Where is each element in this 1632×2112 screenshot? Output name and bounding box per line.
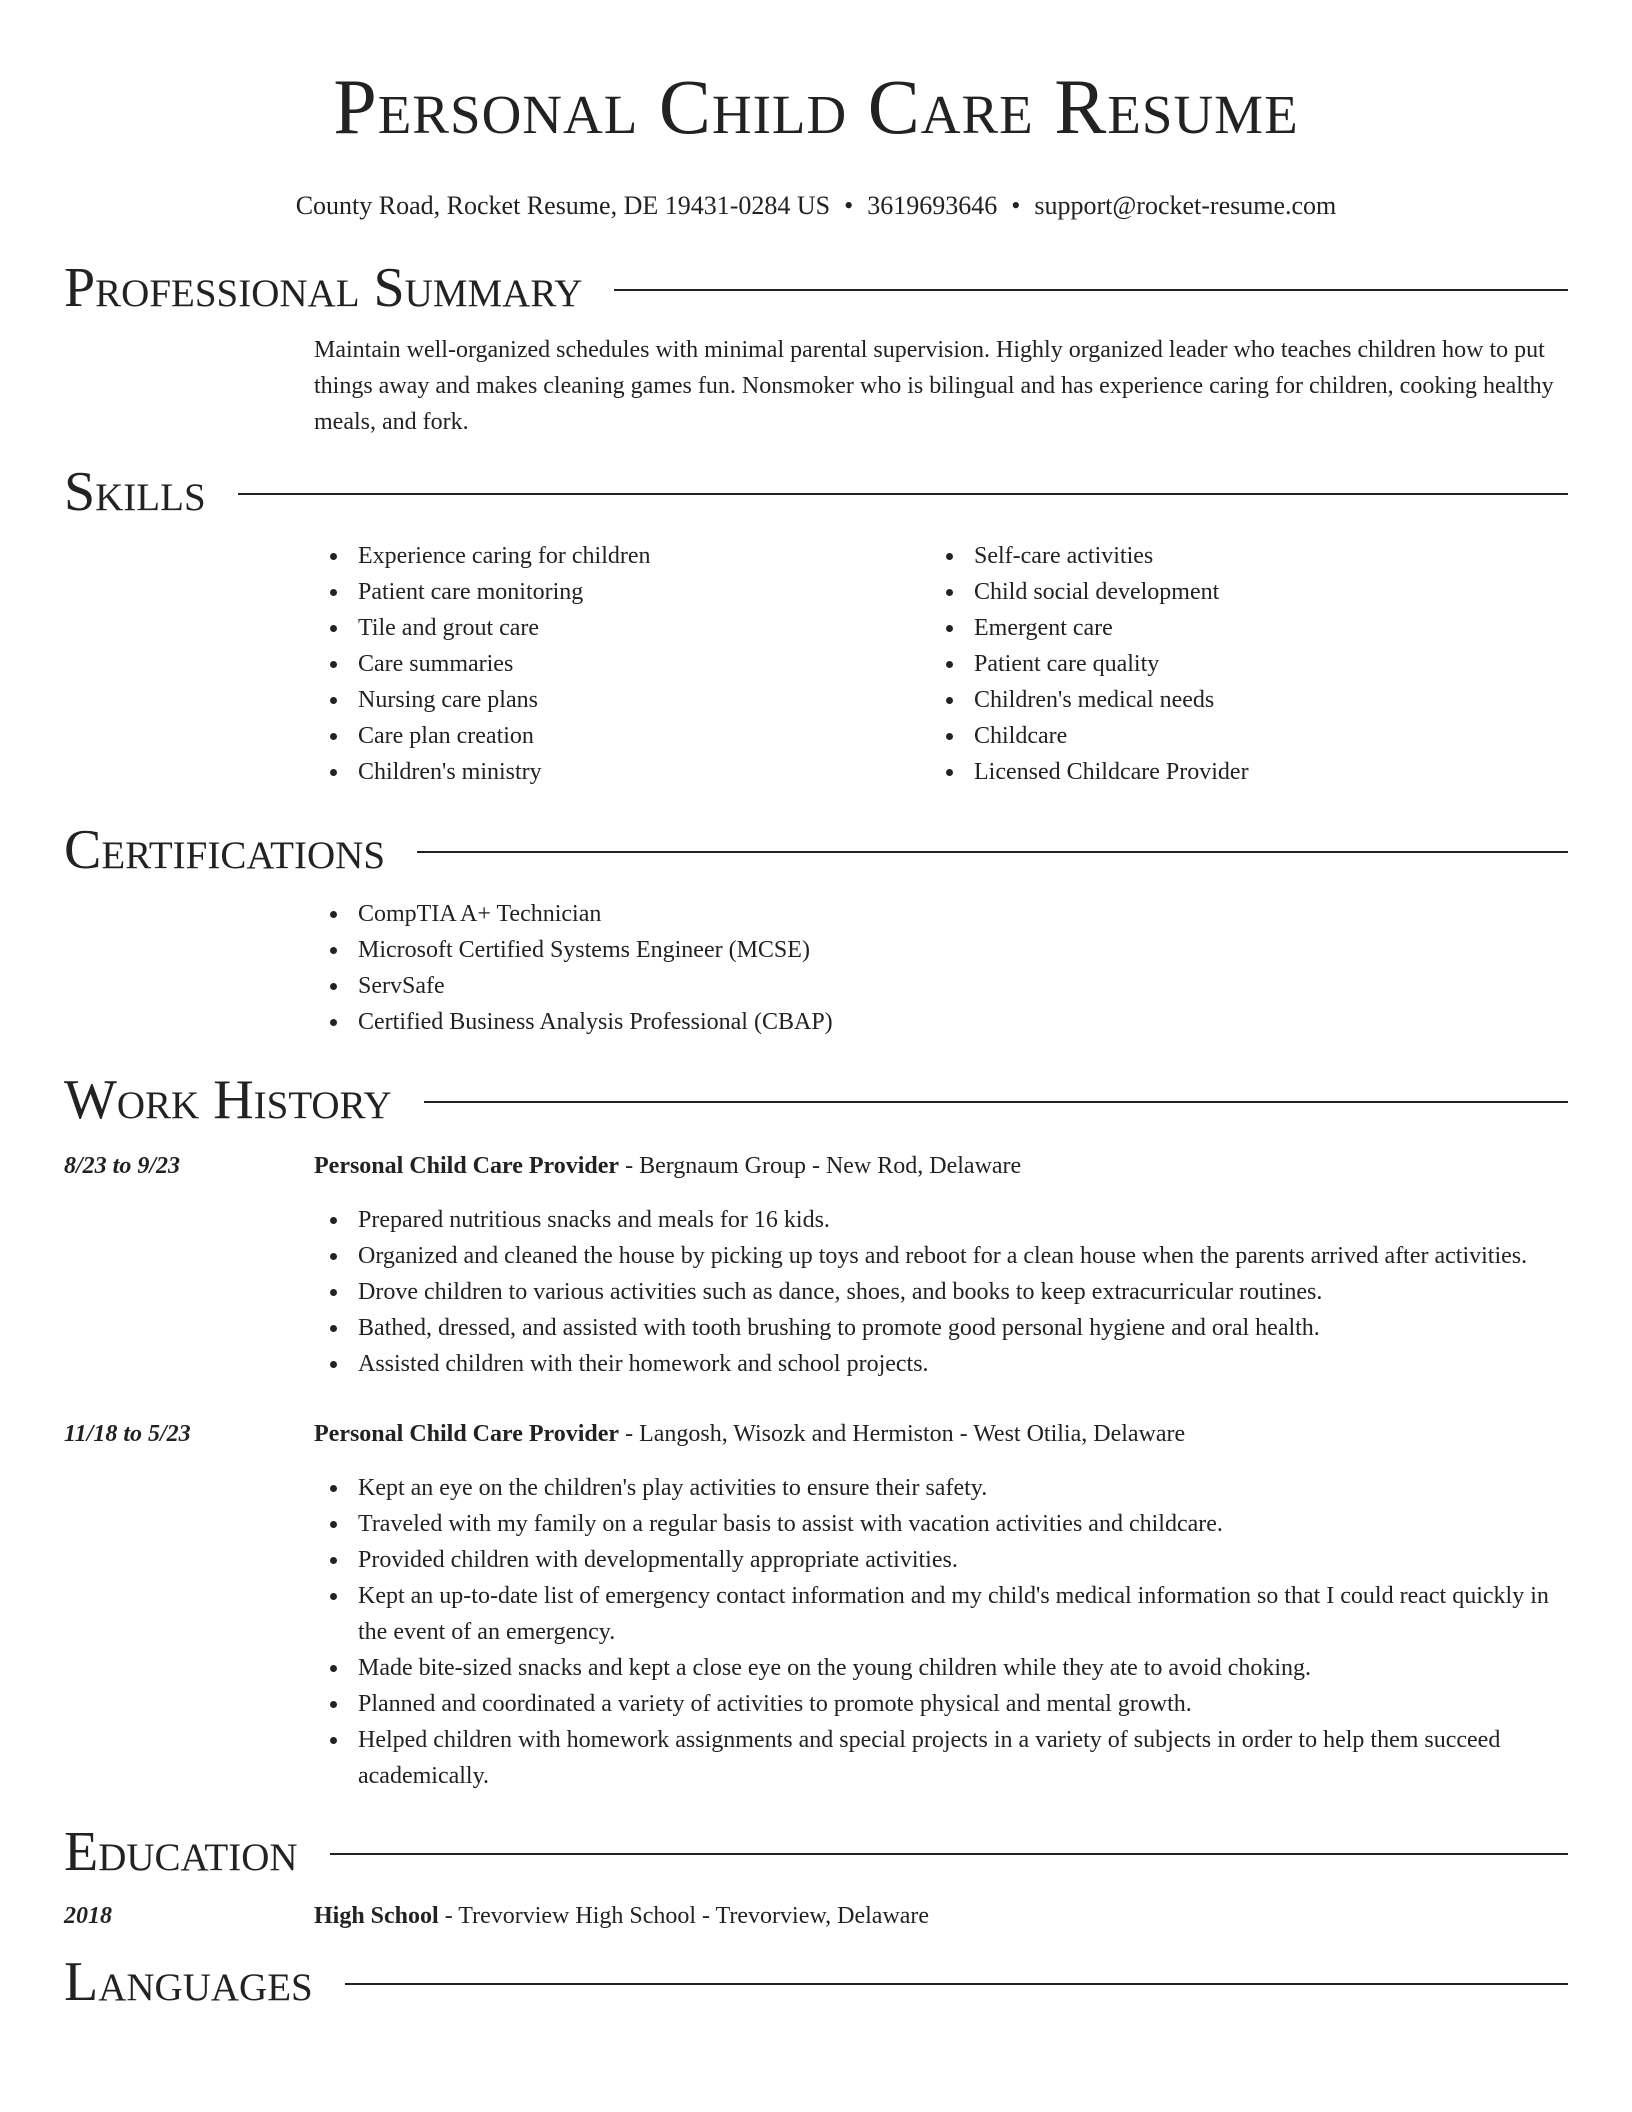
contact-separator: •: [1011, 191, 1021, 220]
section-header: [64, 252, 1568, 324]
certifications-section: [64, 814, 1568, 1040]
job-heading: [314, 1148, 1568, 1184]
job-title: Personal Child Care Provider: [314, 1153, 620, 1179]
certification-item: ServSafe: [314, 968, 1568, 1004]
job-entry: [64, 1148, 1568, 1382]
section-title-languages: Languages: [64, 1951, 313, 2013]
education-section: [64, 1816, 1568, 1934]
certification-item: Certified Business Analysis Professional (CBAP): [314, 1004, 1568, 1040]
job-bullet: Provided children with developmentally appropriate activities.: [314, 1542, 1568, 1578]
job-heading: [314, 1416, 1568, 1452]
skills-list-left: [314, 538, 930, 790]
skill-item: Children's medical needs: [930, 682, 1546, 718]
contact-separator: •: [844, 191, 854, 220]
job-bullet: Kept an eye on the children's play activities to ensure their safety.: [314, 1470, 1568, 1506]
skill-item: Licensed Childcare Provider: [930, 754, 1546, 790]
section-divider: [614, 289, 1568, 291]
job-bullet: Kept an up-to-date list of emergency contact information and my child's medical information so that I could react quickly in the event of an emergency.: [314, 1578, 1568, 1650]
skills-grid: [314, 528, 1568, 790]
education-entry: [64, 1898, 1568, 1934]
section-divider: [330, 1853, 1568, 1855]
skills-section: [64, 456, 1568, 790]
skill-item: Tile and grout care: [314, 610, 930, 646]
section-title-work-history: Work History: [64, 1069, 392, 1131]
section-header: [64, 814, 1568, 886]
skill-item: Patient care quality: [930, 646, 1546, 682]
section-divider: [345, 1983, 1568, 1985]
summary-text: Maintain well-organized schedules with minimal parental supervision. Highly organized leader who teaches children how to put things away and makes cleaning games fun. Nonsmoker who is bilingual and has experience caring for children, cooking healthy meals, and fork.: [314, 337, 1554, 435]
job-bullet: Bathed, dressed, and assisted with tooth brushing to promote good personal hygiene and oral health.: [314, 1310, 1568, 1346]
skill-item: Experience caring for children: [314, 538, 930, 574]
languages-section: [64, 1946, 1568, 2018]
job-bullet: Organized and cleaned the house by picking up toys and reboot for a clean house when the parents arrived after activities.: [314, 1238, 1568, 1274]
section-divider: [424, 1101, 1568, 1103]
skill-item: Children's ministry: [314, 754, 930, 790]
skills-list-right: [930, 538, 1546, 790]
section-title-certifications: Certifications: [64, 819, 386, 881]
job-bullets: [314, 1202, 1568, 1382]
work-history-section: [64, 1064, 1568, 1794]
job-entry: [64, 1416, 1568, 1794]
job-dates: 8/23 to 9/23: [64, 1153, 181, 1179]
education-content: [314, 1898, 1568, 1934]
skill-item: Emergent care: [930, 610, 1546, 646]
summary-section: [64, 252, 1568, 440]
certification-item: Microsoft Certified Systems Engineer (MCSE): [314, 932, 1568, 968]
job-dates: 11/18 to 5/23: [64, 1421, 191, 1447]
certifications-list: [314, 886, 1568, 1040]
section-title-education: Education: [64, 1821, 298, 1883]
section-title-summary: Professional Summary: [64, 257, 583, 319]
job-bullet: Prepared nutritious snacks and meals for 16 kids.: [314, 1202, 1568, 1238]
section-header: [64, 1816, 1568, 1888]
skill-item: Care summaries: [314, 646, 930, 682]
job-bullets: [314, 1470, 1568, 1794]
job-bullet: Made bite-sized snacks and kept a close eye on the young children while they ate to avoid choking.: [314, 1650, 1568, 1686]
section-divider: [238, 493, 1568, 495]
section-divider: [417, 851, 1568, 853]
job-employer: - Langosh, Wisozk and Hermiston - West Otilia, Delaware: [619, 1421, 1186, 1447]
job-bullet: Assisted children with their homework and school projects.: [314, 1346, 1568, 1382]
job-bullet: Drove children to various activities such as dance, shoes, and books to keep extracurricular routines.: [314, 1274, 1568, 1310]
skill-item: Care plan creation: [314, 718, 930, 754]
job-employer: - Bergnaum Group - New Rod, Delaware: [619, 1153, 1022, 1179]
education-school: - Trevorview High School - Trevorview, Delaware: [438, 1903, 930, 1929]
resume-title: Personal Child Care Resume: [333, 63, 1299, 150]
skill-item: Patient care monitoring: [314, 574, 930, 610]
education-degree: High School: [314, 1903, 439, 1929]
section-header: [64, 1946, 1568, 2018]
job-content: [314, 1148, 1568, 1382]
certification-item: CompTIA A+ Technician: [314, 896, 1568, 932]
skill-item: Child social development: [930, 574, 1546, 610]
education-year: 2018: [64, 1903, 112, 1929]
contact-email: support@rocket-resume.com: [1034, 191, 1337, 220]
job-bullet: Helped children with homework assignments and special projects in a variety of subjects in order to help them succeed academically.: [314, 1722, 1568, 1794]
section-title-skills: Skills: [64, 461, 206, 523]
skill-item: Self-care activities: [930, 538, 1546, 574]
skill-item: Childcare: [930, 718, 1546, 754]
section-header: [64, 1064, 1568, 1136]
job-bullet: Planned and coordinated a variety of activities to promote physical and mental growth.: [314, 1686, 1568, 1722]
contact-line: [64, 190, 1568, 222]
contact-phone: 3619693646: [867, 191, 998, 220]
contact-address: County Road, Rocket Resume, DE 19431-0284 US: [295, 191, 831, 220]
section-header: [64, 456, 1568, 528]
job-bullet: Traveled with my family on a regular basis to assist with vacation activities and childcare.: [314, 1506, 1568, 1542]
skill-item: Nursing care plans: [314, 682, 930, 718]
job-content: [314, 1416, 1568, 1794]
job-title: Personal Child Care Provider: [314, 1421, 620, 1447]
